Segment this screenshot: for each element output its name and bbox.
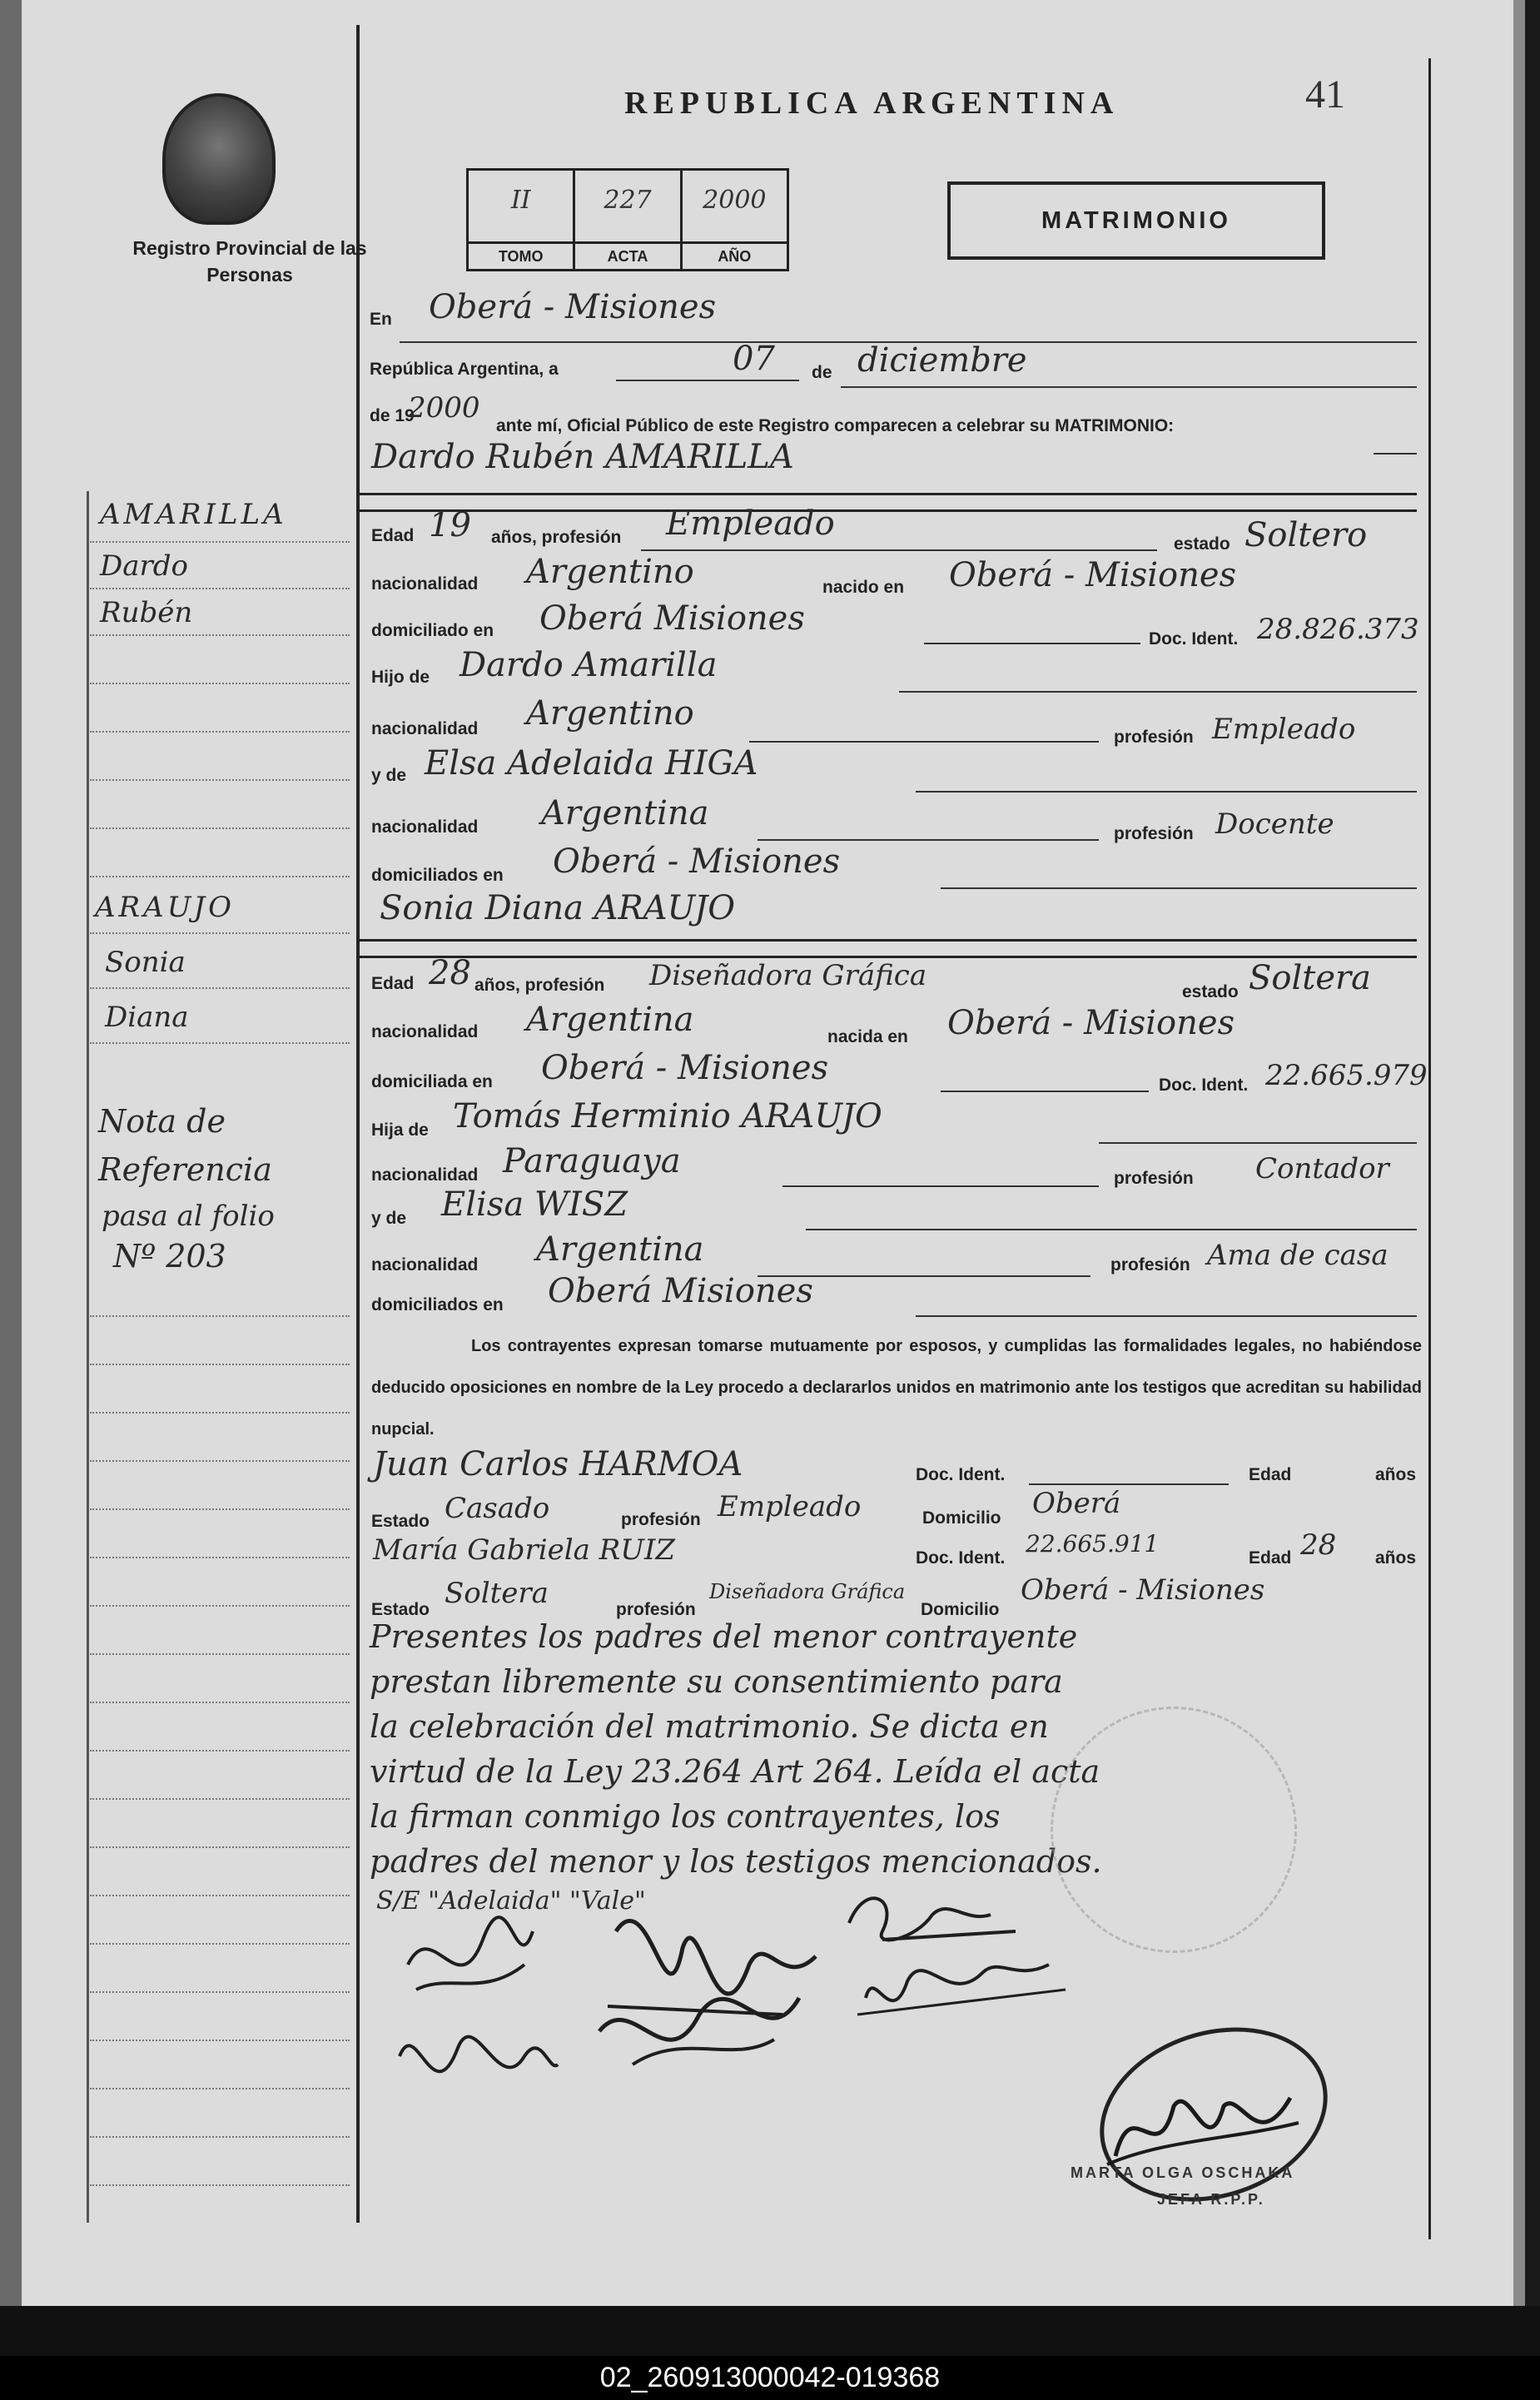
- closing-note-line5: la firman conmigo los contrayentes, los: [370, 1798, 1001, 1835]
- groom-padre-nac-label: nacionalidad: [371, 719, 479, 738]
- groom-madre-label: y de: [371, 766, 407, 785]
- groom-margin-second: Rubén: [100, 596, 193, 629]
- witness2-edad-label: Edad: [1249, 1548, 1292, 1568]
- margin-rule: [90, 2184, 350, 2186]
- signatures-area: [383, 1865, 1132, 2148]
- bride-doc-label: Doc. Ident.: [1159, 1076, 1249, 1095]
- witness2-domicilio-label: Domicilio: [921, 1600, 1000, 1619]
- groom-doc: 28.826.373: [1257, 613, 1419, 646]
- bride-padre-nac-label: nacionalidad: [371, 1165, 479, 1185]
- closing-note-line6: padres del menor y los testigos mencionados.: [370, 1843, 1102, 1880]
- groom-doc-label: Doc. Ident.: [1149, 629, 1239, 648]
- registry-title: Registro Provincial de las Personas: [132, 237, 367, 286]
- margin-rule: [90, 779, 350, 781]
- bride-padre-nac-line: [782, 1185, 1099, 1187]
- groom-madre-nac-label: nacionalidad: [371, 817, 479, 837]
- groom-domicilio-line: [924, 643, 1140, 644]
- witness1-edad-label: Edad: [1249, 1465, 1292, 1484]
- bride-domicilio-line: [941, 1091, 1149, 1092]
- bride-section-line: [360, 956, 1417, 958]
- groom-madre-nacionalidad: Argentina: [541, 794, 709, 832]
- witness2-profesion-label: profesión: [616, 1600, 696, 1619]
- de-label: de: [812, 363, 832, 382]
- bride-domicilio: Oberá - Misiones: [541, 1049, 829, 1087]
- margin-rule: [90, 731, 350, 733]
- statement-line: [1374, 453, 1417, 455]
- bride-nacida-en: Oberá - Misiones: [947, 1004, 1235, 1042]
- margin-rule: [90, 987, 350, 989]
- tomo-cell: [469, 171, 575, 269]
- bride-padres-dom-line: [916, 1315, 1417, 1317]
- closing-note-line1: Presentes los padres del menor contrayente: [370, 1618, 1078, 1655]
- margin-rule: [90, 1798, 350, 1800]
- tomo-label: TOMO: [469, 241, 573, 269]
- folio-number: 41: [1305, 72, 1345, 117]
- groom-madre-nac-line: [758, 839, 1099, 841]
- margin-rule: [90, 1605, 350, 1607]
- margin-rule: [90, 932, 350, 934]
- margin-rule: [90, 1412, 350, 1414]
- margin-rule: [90, 1364, 350, 1365]
- ano-cell: [683, 171, 787, 269]
- image-caption: 02_260913000042-019368: [0, 2356, 1540, 2400]
- margin-rule: [90, 1460, 350, 1462]
- bride-madre-nacionalidad: Argentina: [536, 1230, 704, 1269]
- witness2-edad: 28: [1300, 1528, 1337, 1562]
- groom-edad-label: Edad: [371, 526, 415, 545]
- margin-rule: [90, 1508, 350, 1510]
- margin-rule: [90, 541, 350, 543]
- witness1-domicilio: Oberá: [1032, 1487, 1121, 1520]
- ano-value: 2000: [703, 186, 767, 215]
- margin-rule: [90, 634, 350, 636]
- groom-profesion: Empleado: [666, 504, 835, 543]
- groom-estado: Soltero: [1244, 516, 1368, 554]
- closing-note-line2: prestan libremente su consentimiento para: [370, 1663, 1063, 1700]
- margin-rule: [90, 2088, 350, 2089]
- groom-madre: Elsa Adelaida HIGA: [425, 744, 758, 783]
- groom-padres-dom-line: [941, 887, 1417, 889]
- ano-label: AÑO: [683, 241, 787, 269]
- groom-nacionalidad: Argentino: [526, 553, 694, 591]
- witness2-estado-label: Estado: [371, 1600, 430, 1619]
- witness2-doc: 22.665.911: [1026, 1530, 1160, 1558]
- witness1-profesion: Empleado: [718, 1490, 862, 1523]
- margin-rule: [90, 1702, 350, 1703]
- bride-estado: Soltera: [1249, 959, 1371, 997]
- groom-nacionalidad-label: nacionalidad: [371, 574, 479, 594]
- bride-madre-prof-label: profesión: [1110, 1255, 1190, 1275]
- closing-note-line3: la celebración del matrimonio. Se dicta en: [370, 1708, 1049, 1745]
- document-type-box: MATRIMONIO: [947, 181, 1325, 260]
- groom-hijo-de: Dardo Amarilla: [460, 646, 718, 684]
- bride-nacionalidad: Argentina: [526, 1001, 694, 1039]
- bride-edad: 28: [429, 954, 471, 992]
- margin-divider: [356, 25, 360, 2223]
- groom-domicilio: Oberá Misiones: [539, 599, 805, 638]
- margin-rule: [90, 1315, 350, 1317]
- stamp-line1: MARTA OLGA OSCHAKA: [1071, 2164, 1295, 2181]
- margin-rule: [90, 683, 350, 684]
- month-line: [841, 386, 1417, 388]
- bride-hija-line: [1099, 1142, 1417, 1144]
- margin-rule: [90, 1846, 350, 1848]
- margin-rule: [90, 827, 350, 829]
- margin-rule: [90, 2136, 350, 2138]
- margin-rule: [90, 1895, 350, 1896]
- groom-padres-domicilio: Oberá - Misiones: [553, 842, 841, 881]
- day-value: 07: [733, 340, 775, 378]
- groom-profesion-line: [641, 549, 1157, 551]
- witness1-profesion-label: profesión: [621, 1510, 701, 1529]
- stamp-line2: JEFA R.P.P.: [1157, 2191, 1265, 2208]
- groom-padres-dom-label: domiciliados en: [371, 866, 504, 885]
- bride-margin-first: Sonia: [105, 946, 186, 979]
- witness2-name: María Gabriela RUIZ: [373, 1533, 675, 1567]
- bride-hija-label: Hija de: [371, 1120, 429, 1140]
- margin-note-line2: Referencia: [98, 1151, 272, 1188]
- groom-padre-prof-label: profesión: [1114, 728, 1194, 747]
- margin-rule: [90, 588, 350, 589]
- groom-domicilio-label: domiciliado en: [371, 621, 494, 640]
- tomo-value: II: [510, 186, 531, 215]
- record-reference-box: [466, 168, 789, 271]
- acta-cell: [575, 171, 682, 269]
- bride-domicilio-label: domiciliada en: [371, 1072, 493, 1091]
- margin-rule: [90, 1991, 350, 1993]
- witness2-profesion: Diseñadora Gráfica: [709, 1580, 906, 1603]
- groom-nacido-label: nacido en: [822, 578, 905, 597]
- groom-madre-line: [916, 791, 1417, 793]
- right-border-line: [1428, 58, 1431, 2239]
- bride-name-line: [360, 939, 1417, 942]
- groom-name-line: [360, 493, 1417, 495]
- bride-madre-profesion: Ama de casa: [1207, 1239, 1388, 1272]
- groom-nacido-en: Oberá - Misiones: [949, 556, 1237, 594]
- groom-anos-label: años, profesión: [491, 528, 622, 547]
- witness1-domicilio-label: Domicilio: [922, 1508, 1001, 1528]
- groom-edad: 19: [429, 506, 471, 544]
- groom-madre-profesion: Docente: [1215, 807, 1334, 841]
- bride-profesion: Diseñadora Gráfica: [649, 959, 927, 992]
- margin-note-line3: pasa al folio: [102, 1200, 275, 1233]
- republica-label: República Argentina, a: [370, 360, 559, 379]
- de-year-label: de 19: [370, 406, 415, 425]
- groom-margin-first: Dardo: [100, 549, 189, 583]
- en-value: Oberá - Misiones: [429, 288, 717, 326]
- bride-hija-de: Tomás Herminio ARAUJO: [453, 1097, 882, 1135]
- groom-estado-label: estado: [1174, 534, 1230, 554]
- groom-padre-nacionalidad: Argentino: [526, 694, 694, 733]
- bride-madre-label: y de: [371, 1209, 407, 1228]
- margin-rule: [90, 1653, 350, 1655]
- bride-doc: 22.665.979: [1265, 1059, 1428, 1092]
- witness2-domicilio: Oberá - Misiones: [1021, 1573, 1265, 1607]
- groom-section-line: [360, 509, 1417, 512]
- en-label: En: [370, 310, 392, 329]
- groom-hijo-line: [899, 691, 1417, 693]
- witness1-estado: Casado: [445, 1492, 550, 1525]
- bride-padres-dom-label: domiciliados en: [371, 1295, 504, 1314]
- bride-nacida-label: nacida en: [827, 1027, 908, 1046]
- margin-rule: [90, 2040, 350, 2041]
- witness2-doc-label: Doc. Ident.: [916, 1548, 1006, 1568]
- margin-rule: [90, 876, 350, 877]
- witness1-estado-label: Estado: [371, 1512, 430, 1531]
- bride-nacionalidad-label: nacionalidad: [371, 1022, 479, 1041]
- page-edge: [0, 0, 22, 2306]
- groom-hijo-label: Hijo de: [371, 668, 430, 687]
- witness2-estado: Soltera: [445, 1577, 549, 1610]
- groom-madre-prof-label: profesión: [1114, 824, 1194, 843]
- bride-madre-nac-label: nacionalidad: [371, 1255, 479, 1275]
- margin-rule: [90, 1042, 350, 1044]
- groom-padre-nac-line: [749, 741, 1099, 743]
- closing-note-line4: virtud de la Ley 23.264 Art 264. Leída el acta: [370, 1753, 1100, 1790]
- country-title: REPUBLICA ARGENTINA: [624, 86, 1120, 121]
- bride-estado-label: estado: [1182, 982, 1239, 1001]
- acta-value: 227: [604, 186, 652, 215]
- witness1-doc-line: [1029, 1483, 1229, 1485]
- declaration-text: Los contrayentes expresan tomarse mutuamente por esposos, y cumplidas las formalidades legales, no habiéndose deducido oposiciones en nombre de la Ley procedo a declararlos unidos en matrimonio ante los testigos que acreditan su habilidad nupcial.: [371, 1337, 1422, 1439]
- year-value: 2000: [408, 391, 480, 425]
- closing-note-line7: S/E "Adelaida" "Vale": [376, 1886, 646, 1916]
- left-margin-line: [87, 491, 89, 2223]
- groom-full-name: Dardo Rubén AMARILLA: [371, 438, 794, 476]
- groom-margin-surname: AMARILLA: [100, 498, 287, 531]
- bride-padre-profesion: Contador: [1255, 1152, 1389, 1185]
- bride-madre-line: [806, 1229, 1417, 1230]
- bride-madre: Elisa WISZ: [441, 1185, 628, 1224]
- bride-margin-surname: ARAUJO: [95, 891, 235, 924]
- bride-padre-prof-label: profesión: [1114, 1169, 1194, 1188]
- coat-of-arms-emblem: [162, 93, 276, 225]
- statement-text: ante mí, Oficial Público de este Registro comparecen a celebrar su MATRIMONIO:: [496, 416, 1175, 435]
- bride-full-name: Sonia Diana ARAUJO: [380, 889, 735, 927]
- margin-rule: [90, 1557, 350, 1558]
- bride-anos-label: años, profesión: [474, 976, 605, 995]
- acta-label: ACTA: [575, 241, 679, 269]
- bride-padres-domicilio: Oberá Misiones: [548, 1272, 813, 1310]
- margin-note-line1: Nota de: [98, 1103, 226, 1140]
- bride-padre-nacionalidad: Paraguaya: [503, 1142, 681, 1180]
- margin-rule: [90, 1750, 350, 1752]
- witness1-doc-label: Doc. Ident.: [916, 1465, 1006, 1484]
- witness2-anos-label: años: [1375, 1548, 1417, 1568]
- groom-padre-profesion: Empleado: [1212, 713, 1356, 746]
- witness1-anos-label: años: [1375, 1465, 1417, 1484]
- margin-note-line4: Nº 203: [113, 1238, 226, 1275]
- bride-edad-label: Edad: [371, 974, 415, 993]
- month-value: diciembre: [857, 341, 1027, 380]
- margin-rule: [90, 1943, 350, 1945]
- day-line: [616, 380, 799, 381]
- bride-margin-second: Diana: [105, 1001, 189, 1034]
- witness1-name: Juan Carlos HARMOA: [373, 1445, 743, 1483]
